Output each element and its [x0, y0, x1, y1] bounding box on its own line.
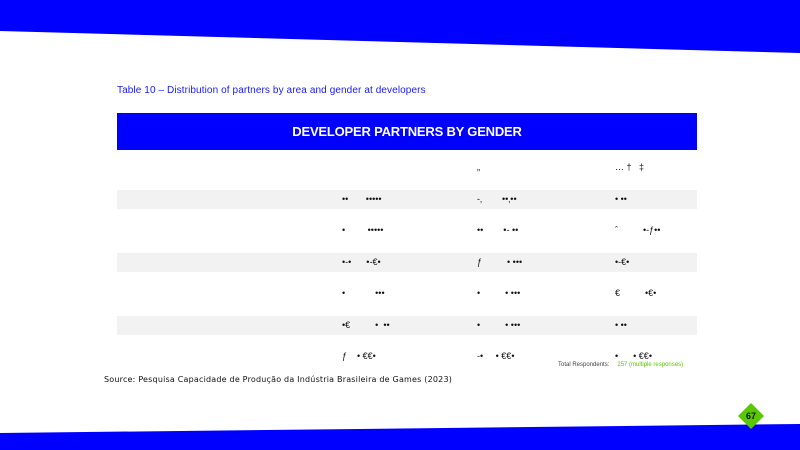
- table-cell: •• •••••: [342, 193, 382, 204]
- table-title: DEVELOPER PARTNERS BY GENDER: [117, 113, 697, 150]
- total-respondents: [558, 362, 683, 368]
- respondents-value: 257 (multiple responses): [617, 362, 684, 368]
- page-number: 67: [745, 411, 756, 421]
- data-table: [117, 158, 697, 379]
- table-header-row: [117, 158, 697, 177]
- table-cell: • •••••: [342, 225, 384, 235]
- source-note: Source: Pesquisa Capacidade de Produção da Indústria Brasileira de Games (2023): [104, 375, 453, 384]
- table-cell: ƒ • €€•: [342, 351, 376, 361]
- table-cell: •€ • ••: [342, 319, 390, 330]
- table-caption: Table 10 – Distribution of partners by area and gender at developers: [117, 85, 426, 96]
- table-cell: -• • €€•: [477, 351, 515, 361]
- table-cell: •-• •-€•: [342, 256, 381, 267]
- table-cell: ƒ • •••: [477, 256, 523, 267]
- table-cell: • ••: [615, 319, 627, 330]
- table-row: [117, 221, 697, 240]
- top-blue-band: [0, 0, 800, 60]
- header-cell-3: … † ‡: [615, 162, 645, 172]
- bottom-blue-band: [0, 410, 800, 450]
- table-cell: • • •••: [477, 288, 521, 298]
- table-cell: •-€•: [615, 256, 630, 267]
- respondents-label: Total Respondents:: [558, 362, 610, 368]
- header-cell-1: [342, 158, 432, 177]
- table-cell: •• •- ••: [477, 225, 519, 235]
- table-cell: -‚ ••‚••: [477, 193, 517, 204]
- table-row: [117, 316, 697, 335]
- table-cell: • •••: [342, 288, 385, 298]
- table-cell: • ••: [615, 193, 627, 204]
- header-cell-2: „: [477, 162, 480, 172]
- table-row: [117, 284, 697, 303]
- table-cell: • • €€•: [615, 351, 652, 361]
- table-row: [117, 253, 697, 272]
- table-cell: • • •••: [477, 319, 521, 330]
- table-cell: ˆ •-ƒ••: [615, 225, 661, 235]
- table-row: [117, 190, 697, 209]
- table-cell: € •€•: [615, 288, 657, 298]
